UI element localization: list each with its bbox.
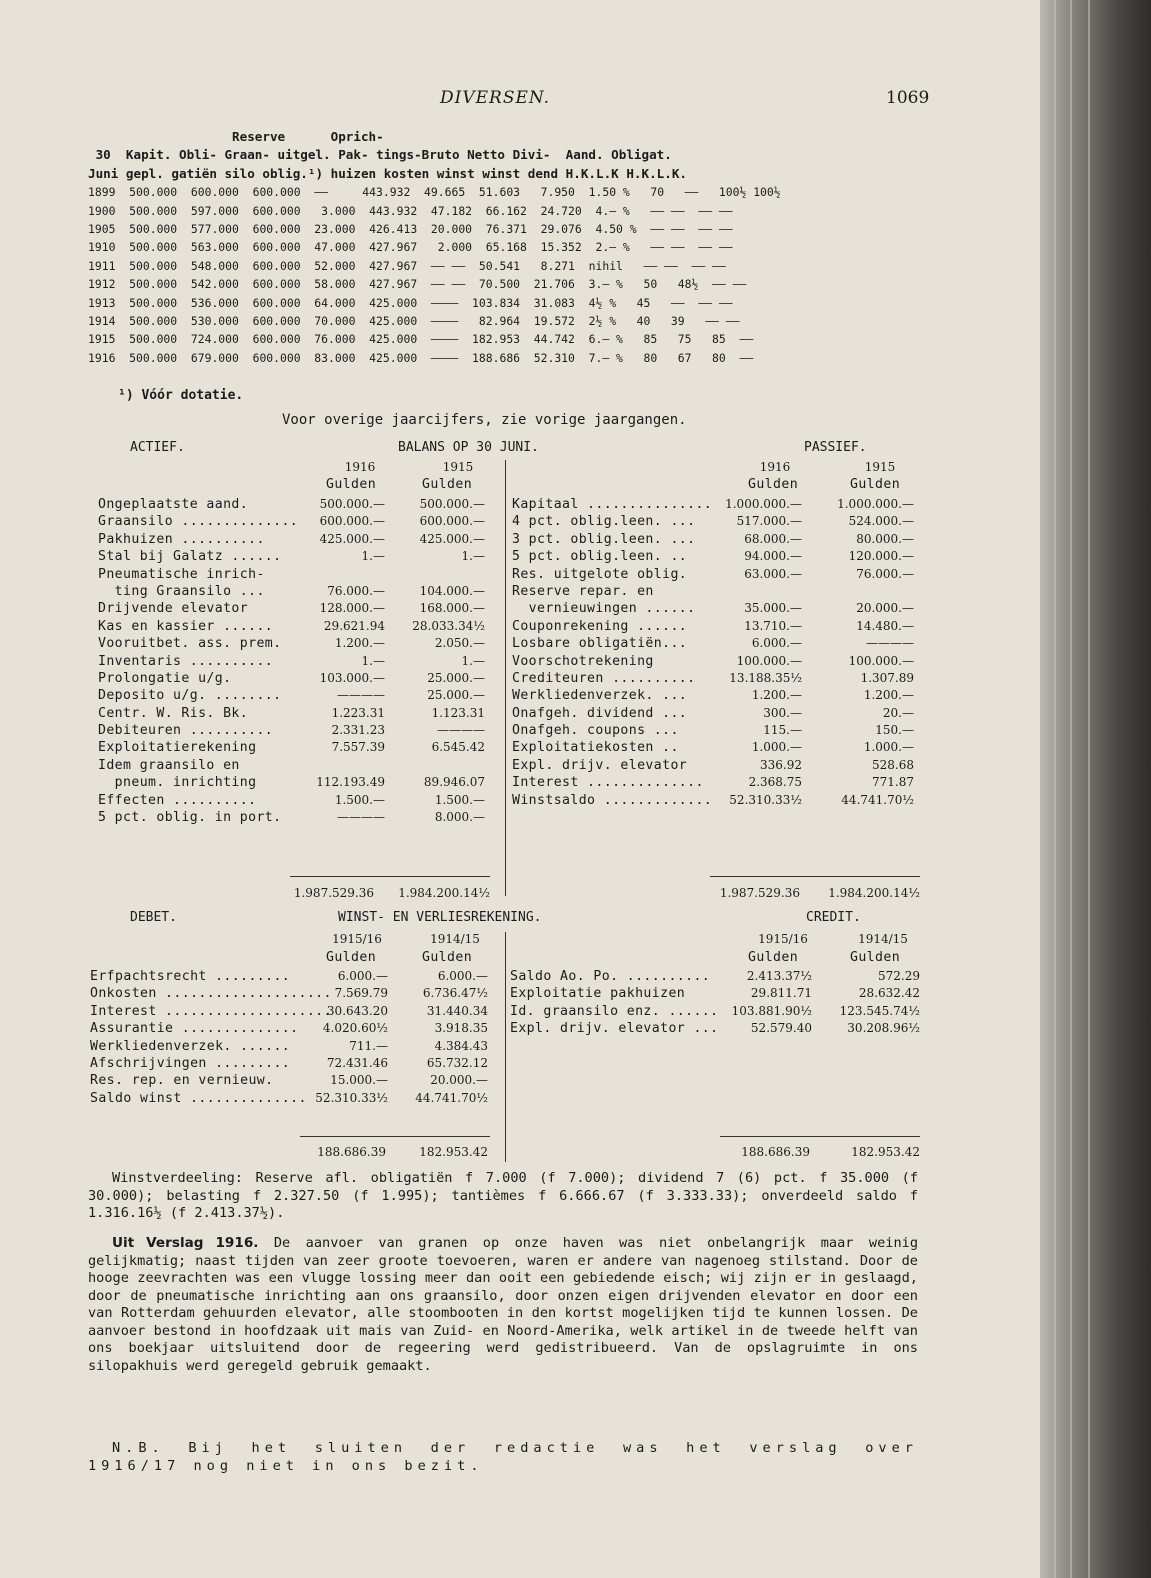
ledger-row <box>510 985 920 1002</box>
ledger-label: Werkliedenverzek. ... <box>512 688 688 704</box>
ledger-value: 1.200.— <box>751 688 802 703</box>
ledger-value: 8.000.— <box>434 810 485 825</box>
book-spine <box>1040 0 1151 1578</box>
ledger-value: 123.545.74½ <box>839 1003 920 1018</box>
ledger-row <box>98 653 490 670</box>
ledger-value: 1.000.— <box>863 740 914 755</box>
unit-header: Gulden <box>422 950 473 965</box>
history-row: 1900 500.000 597.000 600.000 3.000 443.932 47.182 66.162 24.720 4.— % —— —— —— —— <box>88 203 733 218</box>
actief-title: ACTIEF. <box>130 440 185 455</box>
ledger-value: 20.000.— <box>430 1073 488 1088</box>
ledger-label: Debiteuren .......... <box>98 723 274 739</box>
actief-total-1916: 1.987.529.36 <box>293 886 374 900</box>
ledger-label: Ongeplaatste aand. <box>98 497 249 512</box>
ledger-value: 7.569.79 <box>334 986 388 1001</box>
ledger-value: 168.000.— <box>419 601 485 616</box>
ledger-value: 524.000.— <box>848 514 914 529</box>
nb-paragraph: N.B. Bij het sluiten der redactie was het verslag over 1916/17 nog niet in ons bezit. <box>88 1440 918 1474</box>
verslag-text: De aanvoer van granen op onze haven was niet onbelangrijk maar weinig gelijkmatig; naast tijden van zeer groote toevoeren, waren er andere van nagenoeg stilstand. Door de hooge zeevrachten was een vlugge lossing meer dan ooit een gebiedende eisch; wij zijn er in geslaagd, door de pneumatische inrichting aan ons graansilo, door onzen eigen drijvenden elevator en door een van Rotterdam gehuurden elevator, alle stoombooten in den kortst mogelijken tijd te kunnen lossen. De aanvoer bestond in hoofdzaak uit mais van Zuid- en Noord-Amerika, welk artikel in de tweede helft van ons boekjaar uitsluitend door de regeering werd gedistribueerd. Van de opslagruimte in ons silopakhuis werd geregeld gebruik gemaakt. <box>88 1235 918 1374</box>
ledger-label: Interest .............. <box>512 775 704 791</box>
ledger-row <box>512 670 920 687</box>
ledger-row <box>98 566 490 583</box>
passief-total-1916: 1.987.529.36 <box>719 886 800 900</box>
ledger-value <box>708 583 802 600</box>
history-header-row: Juni gepl. gatiën silo oblig.¹) huizen kosten winst winst dend H.K.L.K H.K.L.K. <box>88 165 687 181</box>
ledger-value: 1.500.— <box>334 792 385 807</box>
ledger-value: 1.000.000.— <box>725 497 802 511</box>
verslag-paragraph <box>88 1235 918 1375</box>
ledger-row <box>98 705 490 722</box>
actief-list <box>98 496 490 826</box>
ledger-label: 3 pct. oblig.leen. ... <box>512 531 696 547</box>
ledger-value: 52.310.33½ <box>729 792 802 807</box>
ledger-value <box>385 566 485 583</box>
ledger-label: Reserve repar. en <box>512 583 654 599</box>
ledger-row <box>98 774 490 791</box>
ledger-label: Deposito u/g. ........ <box>98 688 282 704</box>
ledger-value: 14.480.— <box>856 618 914 633</box>
ledger-value: 150.— <box>875 723 914 738</box>
ledger-value: 15.000.— <box>330 1073 388 1088</box>
ledger-value: 1.— <box>361 549 385 564</box>
ledger-label: Interest .................... <box>90 1003 332 1019</box>
ledger-value: 1.— <box>461 549 485 564</box>
ledger-value: 29.811.71 <box>750 986 812 1001</box>
year-header: 1914/15 <box>430 932 480 946</box>
ledger-row <box>98 757 490 774</box>
ledger-row <box>510 1003 920 1020</box>
debet-total-b: 182.953.42 <box>419 1145 488 1159</box>
ledger-value: 80.000.— <box>856 531 914 546</box>
ledger-value: 72.431.46 <box>326 1055 388 1070</box>
ledger-row <box>512 583 920 600</box>
ledger-row <box>90 1090 490 1107</box>
ledger-label: vernieuwingen ...... <box>512 601 696 617</box>
ledger-value: 6.000.— <box>337 969 388 983</box>
ledger-value: 100.000.— <box>736 653 802 668</box>
credit-title: CREDIT. <box>806 910 861 925</box>
year-header: 1915/16 <box>758 932 808 946</box>
ledger-value: 63.000.— <box>744 566 802 581</box>
ledger-row <box>512 513 920 530</box>
ledger-row <box>90 985 490 1002</box>
ledger-value: 44.741.70½ <box>415 1090 488 1105</box>
ledger-label: Couponrekening ...... <box>512 618 688 634</box>
history-row: 1905 500.000 577.000 600.000 23.000 426.413 20.000 76.371 29.076 4.50 % —— —— —— —— <box>88 222 733 237</box>
ledger-label: Pakhuizen .......... <box>98 531 265 547</box>
ledger-value: 6.000.— <box>751 636 802 651</box>
ledger-value: 1.123.31 <box>431 705 485 720</box>
ledger-label: Erfpachtsrecht ......... <box>90 969 291 984</box>
ledger-value: 1.— <box>361 653 385 668</box>
ledger-label: 5 pct. oblig.leen. .. <box>512 549 688 565</box>
history-header-row: 30 Kapit. Obli- Graan- uitgel. Pak- tings-Bruto Netto Divi- Aand. Obligat. <box>88 147 672 163</box>
history-row: 1913 500.000 536.000 600.000 64.000 425.000 ———— 103.834 31.083 4½ % 45 —— —— —— <box>88 295 733 310</box>
ledger-value: 771.87 <box>872 775 914 790</box>
debet-title: DEBET. <box>130 910 177 925</box>
ledger-label: Crediteuren .......... <box>512 670 696 686</box>
column-divider <box>505 460 506 896</box>
ledger-label: Vooruitbet. ass. prem. <box>98 636 282 652</box>
ledger-row <box>512 566 920 583</box>
ledger-value: 6.000.— <box>437 969 488 983</box>
pl-title: WINST- EN VERLIESREKENING. <box>338 910 542 925</box>
history-row: 1912 500.000 542.000 600.000 58.000 427.967 —— —— 70.500 21.706 3.— % 50 48½ —— —— <box>88 277 747 292</box>
ledger-value: 572.29 <box>878 969 920 983</box>
ledger-value: 2.331.23 <box>331 723 385 738</box>
ledger-row <box>512 792 920 809</box>
ledger-label: Afschrijvingen ......... <box>90 1055 291 1071</box>
ledger-value: 104.000.— <box>419 583 485 598</box>
ledger-row <box>512 548 920 565</box>
ledger-label: Idem graansilo en <box>98 757 240 773</box>
ledger-row <box>90 1055 490 1072</box>
ledger-row <box>98 583 490 600</box>
ledger-label: Id. graansilo enz. ...... <box>510 1003 719 1019</box>
ledger-value: 30.208.96½ <box>847 1021 920 1036</box>
passief-list <box>512 496 920 809</box>
ledger-value: 28.632.42 <box>858 986 920 1001</box>
ledger-value: 65.732.12 <box>426 1055 488 1070</box>
ledger-label: Pneumatische inrich- <box>98 566 265 582</box>
ledger-label: Drijvende elevator <box>98 601 249 617</box>
unit-header: Gulden <box>326 477 377 492</box>
ledger-value: 31.440.34 <box>426 1003 488 1018</box>
passief-title: PASSIEF. <box>804 440 867 455</box>
ledger-label: Voorschotrekening <box>512 653 654 669</box>
ledger-value: 1.000.— <box>751 740 802 755</box>
ledger-label: Res. rep. en vernieuw. <box>90 1073 274 1089</box>
ledger-value: 120.000.— <box>848 549 914 564</box>
ledger-value: 500.000.— <box>319 497 385 511</box>
ledger-row <box>90 1020 490 1037</box>
ledger-value: 68.000.— <box>744 531 802 546</box>
history-table <box>88 128 781 367</box>
ledger-label: 5 pct. oblig. in port. <box>98 810 282 826</box>
balance-title: BALANS OP 30 JUNI. <box>398 440 539 455</box>
ledger-label: Inventaris .......... <box>98 653 274 669</box>
ledger-value: 4.020.60½ <box>322 1021 388 1036</box>
history-header-row: Reserve Oprich- <box>88 129 384 144</box>
ledger-value: ———— <box>437 723 485 738</box>
footnote: ¹) Vóór dotatie. <box>118 388 244 403</box>
ledger-value <box>290 566 385 583</box>
year-header: 1916 <box>344 460 376 474</box>
ledger-value: 25.000.— <box>427 670 485 685</box>
ledger-label: Stal bij Galatz ...... <box>98 549 282 565</box>
ledger-label: Losbare obligatiën... <box>512 636 688 652</box>
year-header: 1915 <box>864 460 896 474</box>
page-edge <box>1088 0 1090 1578</box>
history-row: 1914 500.000 530.000 600.000 70.000 425.000 ———— 82.964 19.572 2½ % 40 39 —— —— <box>88 314 740 329</box>
ledger-value: 52.310.33½ <box>315 1090 388 1105</box>
ledger-value: 103.881.90½ <box>731 1003 812 1018</box>
ledger-row <box>98 600 490 617</box>
ledger-row <box>90 1072 490 1089</box>
ledger-label: Res. uitgelote oblig. <box>512 566 688 582</box>
ledger-value: 2.413.37½ <box>746 969 812 983</box>
ledger-value: 4.384.43 <box>434 1038 488 1053</box>
debet-list <box>90 968 490 1107</box>
ledger-row <box>98 531 490 548</box>
ledger-value <box>290 757 385 774</box>
ledger-label: 4 pct. oblig.leen. ... <box>512 514 696 530</box>
ledger-row <box>90 968 490 985</box>
ledger-label: Assurantie .............. <box>90 1021 299 1037</box>
year-header: 1915 <box>442 460 474 474</box>
ledger-row <box>90 1038 490 1055</box>
ledger-label: Saldo Ao. Po. .......... <box>510 969 711 984</box>
history-row: 1899 500.000 600.000 600.000 —— 443.932 49.665 51.603 7.950 1.50 % 70 —— 100½ 100½ <box>88 185 781 200</box>
ledger-value: ———— <box>866 636 914 651</box>
ledger-label: Werkliedenverzek. ...... <box>90 1038 291 1054</box>
ledger-value: 20.000.— <box>856 601 914 616</box>
ledger-value: 500.000.— <box>419 497 485 511</box>
ledger-value: 600.000.— <box>319 514 385 529</box>
ledger-label: pneum. inrichting <box>98 775 257 791</box>
ledger-value: 2.368.75 <box>748 775 802 790</box>
ledger-value <box>802 583 914 600</box>
ledger-row <box>512 496 920 513</box>
ledger-value: 600.000.— <box>419 514 485 529</box>
ledger-value: 425.000.— <box>419 531 485 546</box>
ledger-value: 1.000.000.— <box>837 497 914 511</box>
page-edge <box>1054 0 1056 1578</box>
ledger-value: 1.200.— <box>863 688 914 703</box>
ledger-label: Kapitaal ............... <box>512 497 713 512</box>
ledger-label: Graansilo .............. <box>98 514 299 530</box>
ledger-value: 6.545.42 <box>431 740 485 755</box>
ledger-label: Prolongatie u/g. <box>98 670 232 686</box>
ledger-row <box>512 653 920 670</box>
history-row: 1910 500.000 563.000 600.000 47.000 427.967 2.000 65.168 15.352 2.— % —— —— —— —— <box>88 240 733 255</box>
ledger-value: 29.621.94 <box>323 618 385 633</box>
ledger-row <box>512 687 920 704</box>
ledger-label: Exploitatie pakhuizen <box>510 986 686 1002</box>
credit-total-a: 188.686.39 <box>741 1145 810 1159</box>
history-row: 1915 500.000 724.000 600.000 76.000 425.000 ———— 182.953 44.742 6.— % 85 75 85 —— <box>88 332 754 347</box>
ledger-value: 20.— <box>882 705 914 720</box>
ledger-row <box>98 548 490 565</box>
ledger-row <box>510 1020 920 1037</box>
ledger-label: Onkosten .................... <box>90 986 332 1002</box>
debet-total-a: 188.686.39 <box>317 1145 386 1159</box>
ledger-row <box>512 722 920 739</box>
ledger-value: 711.— <box>349 1038 388 1053</box>
credit-list <box>510 968 920 1038</box>
ledger-label: Expl. drijv. elevator <box>512 757 688 773</box>
ledger-row <box>98 809 490 826</box>
passief-total-1915: 1.984.200.14½ <box>828 886 920 900</box>
ledger-value: 336.92 <box>760 757 802 772</box>
history-row: 1911 500.000 548.000 600.000 52.000 427.967 —— —— 50.541 8.271 nihil —— —— —— —— <box>88 258 726 273</box>
ledger-row <box>98 496 490 513</box>
ledger-value: 528.68 <box>872 757 914 772</box>
ledger-value: 517.000.— <box>736 514 802 529</box>
ledger-row <box>512 705 920 722</box>
ledger-label: Kas en kassier ...... <box>98 618 274 634</box>
history-row: 1916 500.000 679.000 600.000 83.000 425.000 ———— 188.686 52.310 7.— % 80 67 80 —— <box>88 350 754 365</box>
ledger-row <box>98 513 490 530</box>
total-rule <box>300 1136 490 1137</box>
ledger-row <box>512 531 920 548</box>
ledger-row <box>98 739 490 756</box>
ledger-label: Exploitatiekosten .. <box>512 740 679 756</box>
ledger-value: 425.000.— <box>319 531 385 546</box>
running-header <box>0 88 1040 112</box>
ledger-value: 2.050.— <box>434 636 485 651</box>
ledger-value: 103.000.— <box>319 670 385 685</box>
ledger-row <box>98 635 490 652</box>
ledger-label: Winstsaldo ............. <box>512 792 713 808</box>
total-rule <box>710 876 920 877</box>
verslag-heading: Uit Verslag 1916. <box>112 1235 259 1251</box>
year-header: 1914/15 <box>858 932 908 946</box>
ledger-value: 3.918.35 <box>434 1021 488 1036</box>
ledger-value: 128.000.— <box>319 601 385 616</box>
ledger-label: Effecten .......... <box>98 792 257 808</box>
ledger-label: Expl. drijv. elevator ... <box>510 1021 719 1037</box>
ledger-value: 28.033.34½ <box>412 618 485 633</box>
ledger-label: Onafgeh. coupons ... <box>512 723 679 739</box>
ledger-value: 13.188.35½ <box>729 670 802 685</box>
ledger-value: 112.193.49 <box>316 775 385 790</box>
ledger-value: 13.710.— <box>744 618 802 633</box>
ledger-row <box>510 968 920 985</box>
ledger-row <box>512 635 920 652</box>
ledger-row <box>512 757 920 774</box>
ledger-value: 30.643.20 <box>326 1003 388 1018</box>
actief-total-1915: 1.984.200.14½ <box>398 886 490 900</box>
ledger-row <box>98 618 490 635</box>
ledger-row <box>98 687 490 704</box>
winstverdeeling-paragraph: Winstverdeeling: Reserve afl. obligatiën f 7.000 (f 7.000); dividend 7 (6) pct. f 35.000 (f 30.000); belasting f 2.327.50 (f 1.995); tantièmes f 6.666.67 (f 3.333.33); onverdeeld saldo f 1.316.16½ (f 2.413.37½). <box>88 1170 918 1221</box>
ledger-value: 1.500.— <box>434 792 485 807</box>
ledger-value <box>385 757 485 774</box>
ledger-value: ———— <box>337 688 385 703</box>
ledger-value: ———— <box>337 810 385 825</box>
ledger-label: Saldo winst .............. <box>90 1090 307 1106</box>
ledger-value: 44.741.70½ <box>841 792 914 807</box>
unit-header: Gulden <box>748 950 799 965</box>
year-header: 1915/16 <box>332 932 382 946</box>
page-title: DIVERSEN. <box>440 88 551 108</box>
ledger-value: 25.000.— <box>427 688 485 703</box>
ledger-label: ting Graansilo ... <box>98 583 265 599</box>
ledger-row <box>512 618 920 635</box>
ledger-value: 35.000.— <box>744 601 802 616</box>
ledger-value: 76.000.— <box>327 583 385 598</box>
ledger-label: Exploitatierekening <box>98 740 257 756</box>
unit-header: Gulden <box>422 477 473 492</box>
unit-header: Gulden <box>850 950 901 965</box>
ledger-value: 94.000.— <box>744 549 802 564</box>
ledger-row <box>512 774 920 791</box>
total-rule <box>720 1136 920 1137</box>
ledger-value: 6.736.47½ <box>422 986 488 1001</box>
ledger-row <box>98 792 490 809</box>
column-divider <box>505 932 506 1162</box>
ledger-value: 76.000.— <box>856 566 914 581</box>
ledger-value: 100.000.— <box>848 653 914 668</box>
total-rule <box>290 876 490 877</box>
ledger-row <box>512 739 920 756</box>
unit-header: Gulden <box>850 477 901 492</box>
ledger-value: 300.— <box>763 705 802 720</box>
ledger-value: 89.946.07 <box>423 775 485 790</box>
page-number: 1069 <box>886 88 930 108</box>
ledger-row <box>98 670 490 687</box>
ledger-value: 115.— <box>763 723 802 738</box>
ledger-row <box>98 722 490 739</box>
ledger-value: 52.579.40 <box>750 1021 812 1036</box>
ledger-value: 1.200.— <box>334 636 385 651</box>
ledger-value: 1.307.89 <box>860 670 914 685</box>
ledger-value: 1.— <box>461 653 485 668</box>
credit-total-b: 182.953.42 <box>851 1145 920 1159</box>
ledger-label: Centr. W. Ris. Bk. <box>98 705 249 721</box>
unit-header: Gulden <box>326 950 377 965</box>
year-header: 1916 <box>759 460 791 474</box>
history-note: Voor overige jaarcijfers, zie vorige jaargangen. <box>282 412 687 428</box>
ledger-row <box>90 1003 490 1020</box>
ledger-label: Onafgeh. dividend ... <box>512 705 688 721</box>
ledger-row <box>512 600 920 617</box>
unit-header: Gulden <box>748 477 799 492</box>
ledger-value: 7.557.39 <box>331 740 385 755</box>
page-edge <box>1070 0 1072 1578</box>
ledger-value: 1.223.31 <box>331 705 385 720</box>
